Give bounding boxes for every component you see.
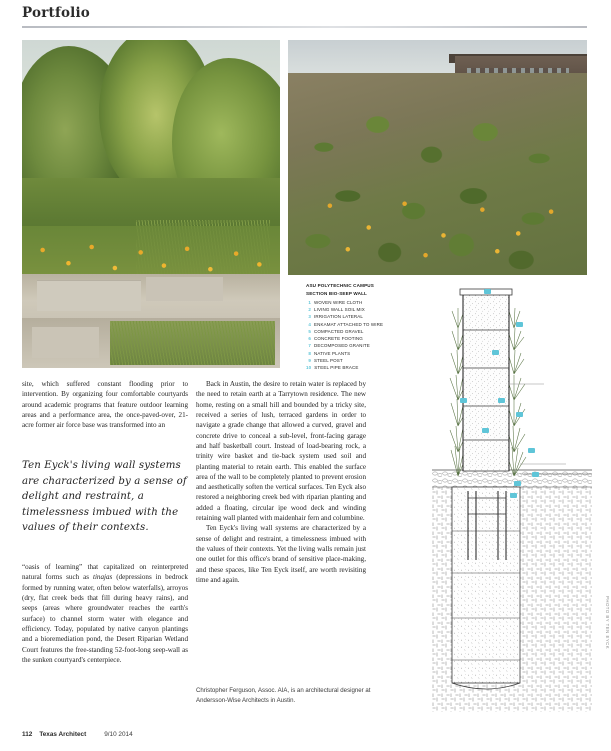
legend-item-label: COMPACTED GRAVEL bbox=[314, 328, 364, 334]
legend-title-line2: SECTION BIO-SEEP WALL bbox=[306, 290, 368, 296]
seep-wall-detail-photo bbox=[22, 318, 280, 368]
legend-item-number: 9 bbox=[308, 358, 311, 364]
page-number: 112 bbox=[22, 731, 33, 738]
legend-item-number: 3 bbox=[308, 314, 311, 320]
paragraph-text-a: “oasis of learning” that capitalized on reinterpreted natural forms such as bbox=[22, 563, 188, 582]
legend-item-number: 7 bbox=[308, 343, 311, 349]
paragraph bbox=[22, 562, 188, 665]
legend-item-label: WOVEN WIRE CLOTH bbox=[314, 299, 363, 305]
legend-list bbox=[306, 299, 426, 372]
issue-date: 9/10 2014 bbox=[104, 731, 133, 738]
foreign-term: tinajas bbox=[92, 573, 113, 582]
legend-item bbox=[306, 328, 426, 335]
legend-item-label: DECOMPOSED GRANITE bbox=[314, 343, 370, 349]
legend-title-line1: ASU POLYTECHNIC CAMPUS bbox=[306, 283, 374, 288]
legend-item bbox=[306, 364, 426, 371]
legend-item-number: 2 bbox=[308, 307, 311, 313]
drawing-legend bbox=[306, 283, 426, 372]
legend-item bbox=[306, 321, 426, 328]
body-left-column-part2 bbox=[22, 562, 188, 665]
bio-seep-wall-section-drawing bbox=[432, 288, 592, 712]
legend-item-number: 10 bbox=[306, 365, 312, 371]
paragraph: site, which suffered constant flooding prior to intervention. By organizing four comfortable courtyards around academic programs that feature outdoor learning areas and a performance area, the once-paved-over, 21-acre former air force base was transformed into an bbox=[22, 380, 188, 430]
legend-item bbox=[306, 350, 426, 357]
paragraph: Back in Austin, the desire to retain water is replaced by the need to retain earth at a Tarrytown residence. The new home, resting on a small hill and bounded by a tricky site, received a series of lush, terraced gardens in order to navigate a grade change that allowed a curved, gravel and concrete drive to conceal a sub-level, front-facing garage and half basketball court. Instead of load-bearing rock, a trinity wire basket and tie-back system used soil and planting material to retain earth. This enabled the surface area of the wall to be completely planted to prevent erosion and aesthetically soften the vertical surfaces. Ten Eyck also restored a neighboring creek bed with riparian planting and added a floating, circular ipe wood deck and winding retaining wall planted with maidenhair fern and columbine. bbox=[196, 380, 366, 523]
legend-item-number: 4 bbox=[308, 321, 311, 327]
legend-item-label: STEEL POST bbox=[314, 358, 343, 364]
courtyard-planting-photo bbox=[22, 40, 280, 340]
legend-item-label: IRRIGATION LATERAL bbox=[314, 314, 364, 320]
body-middle-column bbox=[196, 379, 366, 585]
desert-hillside-building-photo bbox=[288, 40, 587, 275]
legend-item-label: NATIVE PLANTS bbox=[314, 350, 351, 356]
paragraph: Ten Eyck's living wall systems are characterized by a sense of delight and restraint, a timelessness imbued with the values of their contexts. Yet the living walls remain just one outlet for this office's brand of sensitive place-making, and these spaces, like Ten Eyck itself, are worth revisiting time and again. bbox=[196, 524, 366, 584]
pull-quote: Ten Eyck's living wall systems are characterized by a sense of delight and restraint, a timelessness imbued with the values of their contexts. bbox=[22, 460, 187, 533]
author-byline: Christopher Ferguson, Assoc. AIA, is an architectural designer at Andersson-Wise Architects in Austin. bbox=[196, 687, 371, 704]
legend-item-number: 8 bbox=[308, 350, 311, 356]
legend-item-label: ENKAMAT ATTACHED TO WIRE bbox=[314, 321, 384, 327]
legend-item-label: CONCRETE FOOTING bbox=[314, 336, 363, 342]
legend-item bbox=[306, 335, 426, 342]
page-title: Portfolio bbox=[22, 5, 91, 21]
legend-item-number: 6 bbox=[308, 336, 311, 342]
page-footer bbox=[22, 731, 133, 738]
header-rule bbox=[22, 26, 587, 28]
legend-item bbox=[306, 306, 426, 313]
legend-item bbox=[306, 357, 426, 364]
body-left-column-part1 bbox=[22, 379, 188, 431]
magazine-name: Texas Architect bbox=[39, 731, 87, 738]
legend-item bbox=[306, 299, 426, 306]
photo-credit: PHOTO BY TEN EYCK bbox=[605, 596, 610, 650]
paragraph-text-b: (depressions in bedrock formed by running water, often below waterfalls), arroyos (dry, flat creek beds that fill during heavy rains), and seeps (areas where groundwater reaches the earth's surface) to channel storm water with elegance and efficiency. Today, populated by native canyon plantings and a bioremediation pond, the Desert Riparian Wetland Court features the free-standing 52-foot-long seep-wall as the sunken courtyard's centerpiece. bbox=[22, 573, 188, 664]
legend-item-number: 5 bbox=[308, 328, 311, 334]
legend-item-label: LIVING WALL SOIL MIX bbox=[314, 307, 365, 313]
legend-item-label: STEEL PIPE BRACE bbox=[314, 365, 359, 371]
legend-item bbox=[306, 342, 426, 349]
legend-item-number: 1 bbox=[308, 299, 311, 305]
legend-item bbox=[306, 313, 426, 320]
